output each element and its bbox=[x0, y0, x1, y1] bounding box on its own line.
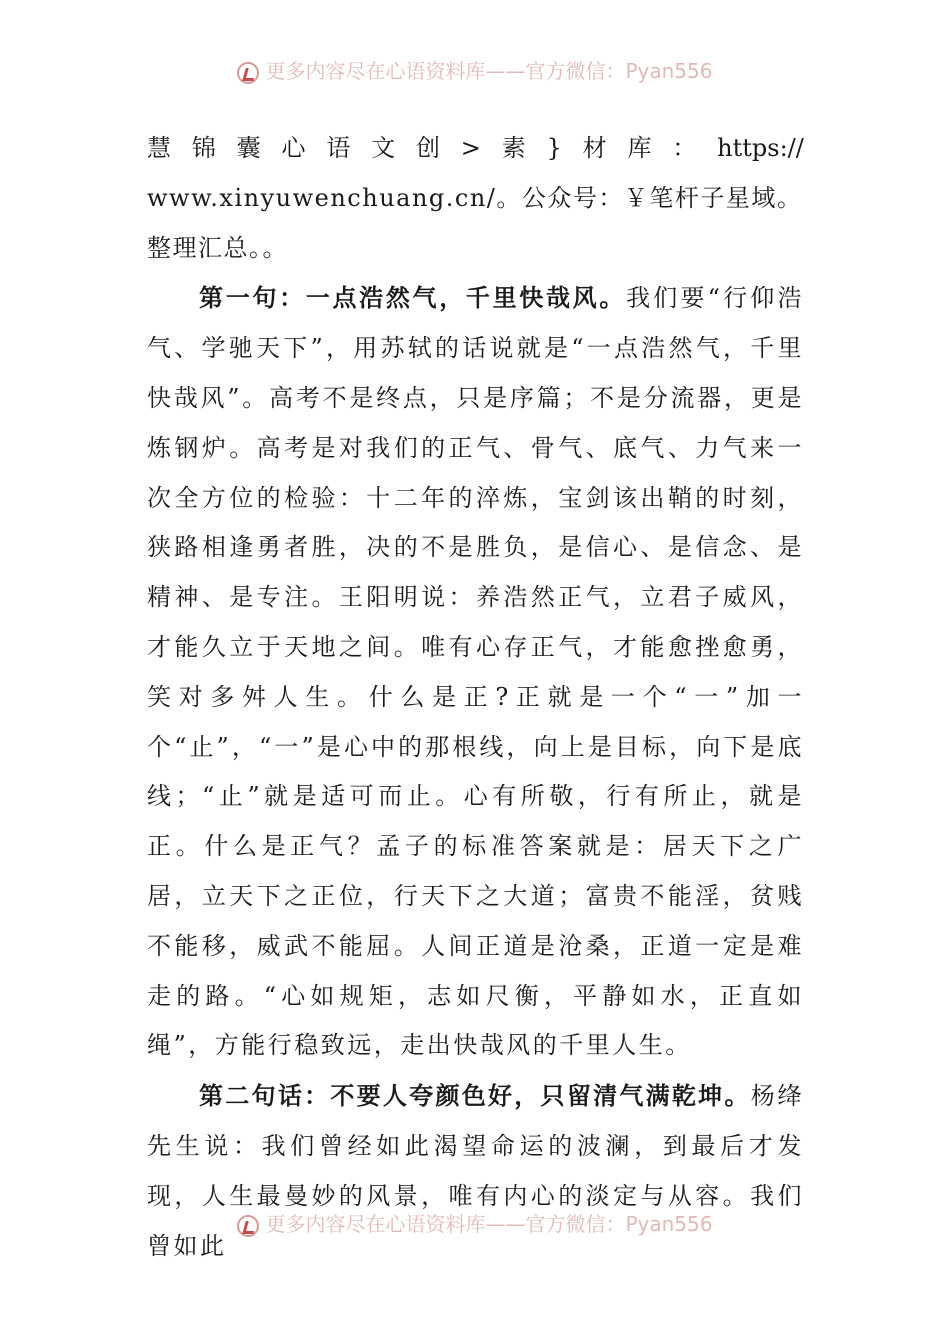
intro-char: 素 bbox=[501, 134, 526, 162]
section-paragraph bbox=[147, 273, 804, 1071]
intro-char: 心 bbox=[281, 134, 306, 162]
intro-char: 库 bbox=[627, 134, 652, 162]
watermark-text: 更多内容尽在心语资料库——官方微信：Pyan556 bbox=[265, 59, 713, 83]
intro-char: 慧 bbox=[147, 134, 171, 162]
intro-char: 材 bbox=[582, 134, 607, 162]
intro-char: 锦 bbox=[191, 134, 216, 162]
intro-line bbox=[147, 124, 804, 174]
intro-text: www.xinyuwenchuang.cn/。公众号：￥笔杆子星域。整理汇总。。 bbox=[147, 183, 803, 262]
watermark-logo-icon bbox=[237, 62, 259, 84]
section-body: 杨绛先生说：我们曾经如此渴望命运的波澜，到最后才发现，人生最曼妙的风景，唯有内心的淡定与从容。我们曾如此 bbox=[147, 1082, 805, 1260]
footer-watermark bbox=[0, 1208, 950, 1237]
intro-char: 文 bbox=[371, 134, 396, 162]
section-body: 我们要“行仰浩气、学驰天下”，用苏轼的话说就是“一点浩然气，千里快哉风”。高考不是终点，只是序篇；不是分流器，更是炼钢炉。高考是对我们的正气、骨气、底气、力气来一次全方位的检验：十二年的淬炼，宝剑该出鞘的时刻，狭路相逢勇者胜，决的不是胜负，是信心、是信念、是精神、是专注。王阳明说：养浩然正气，立君子威风，才能久立于天地之间。唯有心存正气，才能愈挫愈勇，笑对多舛人生。什么是正?正就是一个“一”加一个“止”，“一”是心中的那根线，向上是目标，向下是底线；“止”就是适可而止。心有所敬，行有所止，就是正。什么是正气？孟子的标准答案就是：居天下之广居，立天下之正位，行天下之大道；富贵不能淫，贫贱不能移，威武不能屈。人间正道是沧桑，正道一定是难走的路。“心如规矩，志如尺衡，平静如水，正直如绳”，方能行稳致远，走出快哉风的千里人生。 bbox=[147, 284, 804, 1060]
section-lead: 第二句话：不要人夸颜色好，只留清气满乾坤。 bbox=[199, 1081, 751, 1111]
section-paragraph bbox=[147, 1071, 804, 1271]
intro-link-prefix: https:// bbox=[717, 134, 804, 162]
intro-char: ： bbox=[672, 134, 697, 162]
intro-char: 囊 bbox=[236, 134, 261, 162]
intro-char: 语 bbox=[326, 134, 351, 162]
watermark-text: 更多内容尽在心语资料库——官方微信：Pyan556 bbox=[265, 1212, 713, 1236]
intro-char: } bbox=[546, 134, 562, 162]
section-lead: 第一句：一点浩然气，千里快哉风。 bbox=[199, 283, 627, 313]
intro-char: > bbox=[460, 134, 481, 162]
watermark-logo-icon bbox=[237, 1215, 259, 1237]
header-watermark bbox=[0, 55, 950, 84]
document-body bbox=[147, 124, 804, 1271]
intro-char: 创 bbox=[415, 134, 440, 162]
